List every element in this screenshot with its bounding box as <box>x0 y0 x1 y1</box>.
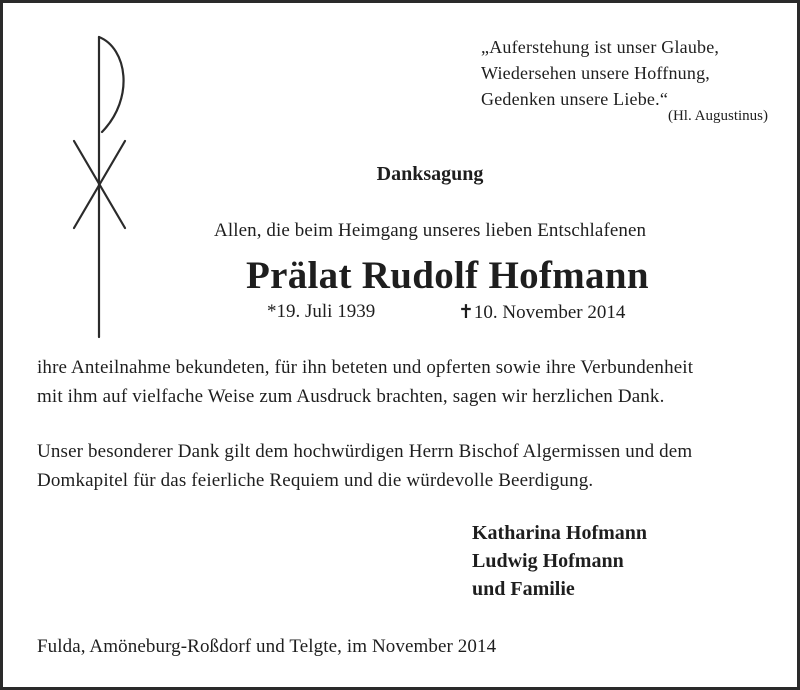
signer-name: Ludwig Hofmann <box>472 550 624 572</box>
quote-line: „Auferstehung ist unser Glaube, <box>481 37 720 57</box>
death-date: ✝10. November 2014 <box>458 302 626 323</box>
birth-date: *19. Juli 1939 <box>267 301 376 322</box>
signers-block <box>472 519 647 603</box>
intro-text: Allen, die beim Heimgang unseres lieben Entschlafenen <box>214 220 647 241</box>
paragraph-line: ihre Anteilnahme bekundeten, für ihn beteten und opferten sowie ihre Verbundenheit <box>37 357 694 378</box>
signer-name: und Familie <box>472 578 575 600</box>
place-and-date: Fulda, Amöneburg-Roßdorf und Telgte, im November 2014 <box>37 636 497 657</box>
chi-rho-icon <box>60 30 140 345</box>
paragraph-line: Domkapitel für das feierliche Requiem und die würdevolle Beerdigung. <box>37 470 594 491</box>
page-title: Danksagung <box>376 163 484 185</box>
special-thanks-paragraph <box>37 437 777 495</box>
paragraph-line: mit ihm auf vielfache Weise zum Ausdruck brachten, sagen wir herzlichen Dank. <box>37 386 665 407</box>
quote-block <box>481 34 719 112</box>
quote-line: Wiedersehen unsere Hoffnung, <box>481 63 710 83</box>
signer-name: Katharina Hofmann <box>472 522 648 544</box>
deceased-name: Prälat Rudolf Hofmann <box>246 254 649 297</box>
quote-source: (Hl. Augustinus) <box>667 108 768 124</box>
paragraph-line: Unser besonderer Dank gilt dem hochwürdigen Herrn Bischof Algermissen und dem <box>37 441 693 462</box>
quote-line: Gedenken unsere Liebe.“ <box>481 89 669 109</box>
thanks-paragraph <box>37 353 777 411</box>
